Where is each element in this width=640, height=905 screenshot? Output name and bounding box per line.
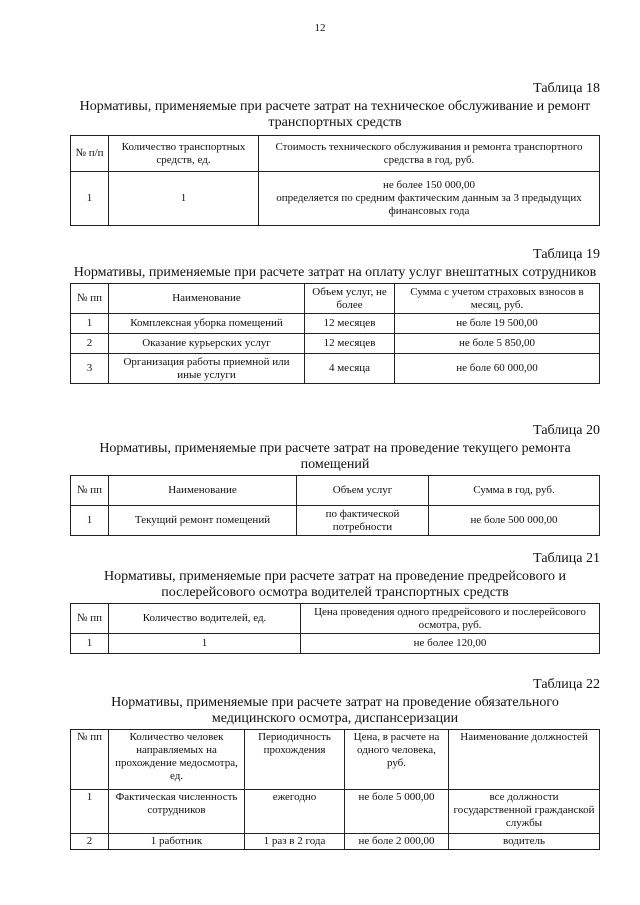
table-cell: 1: [109, 634, 301, 654]
table-cell: Комплексная уборка помещений: [109, 314, 305, 334]
table-header-cell: № п/п: [71, 136, 109, 172]
table-row: [71, 354, 600, 384]
table-header-cell: Цена, в расчете на одного человека, руб.: [345, 730, 449, 790]
table-20-section: [70, 422, 600, 536]
table-cell: 2: [71, 334, 109, 354]
table-header-cell: Сумма с учетом страховых взносов в месяц, руб.: [395, 284, 600, 314]
table-header-cell: Периодичность прохождения: [245, 730, 345, 790]
table-header-cell: Количество человек направляемых на прохождение медосмотра, ед.: [109, 730, 245, 790]
table-cell: 1 работник: [109, 834, 245, 850]
table-cell: водитель: [449, 834, 600, 850]
table-header-cell: № пп: [71, 476, 109, 506]
table-cell: Организация работы приемной или иные услуги: [109, 354, 305, 384]
table-cell: не боле 500 000,00: [429, 506, 600, 536]
table-cell: 1: [71, 790, 109, 834]
table-cell: Фактическая численность сотрудников: [109, 790, 245, 834]
table-22-label: Таблица 22: [533, 677, 600, 692]
table-cell: 1: [71, 634, 109, 654]
table-22-section: [70, 676, 600, 850]
table-19-title: Нормативы, применяемые при расчете затрат на оплату услуг внештатных сотрудников: [73, 265, 597, 280]
table-20-label: Таблица 20: [533, 423, 600, 438]
table-row: [71, 634, 600, 654]
table-19-label: Таблица 19: [533, 247, 600, 262]
table-cell: не боле 2 000,00: [345, 834, 449, 850]
table-header-cell: Стоимость технического обслуживания и ремонта транспортного средства в год, руб.: [259, 136, 600, 172]
table-cell: 1: [71, 172, 109, 226]
table-row: [71, 334, 600, 354]
table-cell: не более 150 000,00 определяется по средним фактическим данным за 3 предыдущих финансовых года: [259, 172, 600, 226]
table-cell: 1: [71, 314, 109, 334]
table-cell: по фактической потребности: [297, 506, 429, 536]
table-18-section: [70, 80, 600, 226]
table-cell: Оказание курьерских услуг: [109, 334, 305, 354]
table-header-cell: Наименование: [109, 284, 305, 314]
table-cell: не боле 60 000,00: [395, 354, 600, 384]
table-18: [70, 135, 600, 226]
table-cell: 1: [109, 172, 259, 226]
table-header-cell: № пп: [71, 730, 109, 790]
table-header-cell: Цена проведения одного предрейсового и послерейсового осмотра, руб.: [301, 604, 600, 634]
table-cell: ежегодно: [245, 790, 345, 834]
table-21: [70, 603, 600, 654]
table-cell: все должности государственной гражданской службы: [449, 790, 600, 834]
table-cell: 12 месяцев: [305, 334, 395, 354]
table-row: [71, 172, 600, 226]
table-row: [71, 790, 600, 834]
table-18-label: Таблица 18: [533, 81, 600, 96]
table-row: [71, 834, 600, 850]
table-header-cell: Количество транспортных средств, ед.: [109, 136, 259, 172]
table-19: [70, 283, 600, 384]
table-21-section: [70, 550, 600, 654]
table-cell: Текущий ремонт помещений: [109, 506, 297, 536]
page-number: 12: [314, 22, 326, 34]
table-header-cell: Объем услуг, не более: [305, 284, 395, 314]
table-20: [70, 475, 600, 536]
table-22-title: Нормативы, применяемые при расчете затрат на проведение обязательного медицинского осмотра, диспансеризации: [111, 695, 559, 726]
table-cell: не боле 5 000,00: [345, 790, 449, 834]
table-cell: 3: [71, 354, 109, 384]
table-21-title: Нормативы, применяемые при расчете затрат на проведение предрейсового и послерейсового осмотра водителей транспортных средств: [104, 569, 566, 600]
table-cell: 1 раз в 2 года: [245, 834, 345, 850]
table-header-cell: Сумма в год, руб.: [429, 476, 600, 506]
table-cell: не боле 5 850,00: [395, 334, 600, 354]
table-18-title: Нормативы, применяемые при расчете затрат на техническое обслуживание и ремонт транспортных средств: [79, 99, 591, 130]
table-19-section: [70, 246, 600, 384]
table-21-label: Таблица 21: [533, 551, 600, 566]
table-22: [70, 729, 600, 850]
table-cell: 12 месяцев: [305, 314, 395, 334]
table-row: [71, 506, 600, 536]
table-cell: 4 месяца: [305, 354, 395, 384]
table-header-cell: Количество водителей, ед.: [109, 604, 301, 634]
table-header-cell: Наименование: [109, 476, 297, 506]
table-header-cell: № пп: [71, 284, 109, 314]
table-cell: не боле 19 500,00: [395, 314, 600, 334]
table-20-title: Нормативы, применяемые при расчете затрат на проведение текущего ремонта помещений: [99, 441, 571, 472]
table-cell: 1: [71, 506, 109, 536]
table-header-cell: Наименование должностей: [449, 730, 600, 790]
table-header-cell: № пп: [71, 604, 109, 634]
table-cell: 2: [71, 834, 109, 850]
table-row: [71, 314, 600, 334]
table-header-cell: Объем услуг: [297, 476, 429, 506]
table-cell: не более 120,00: [301, 634, 600, 654]
